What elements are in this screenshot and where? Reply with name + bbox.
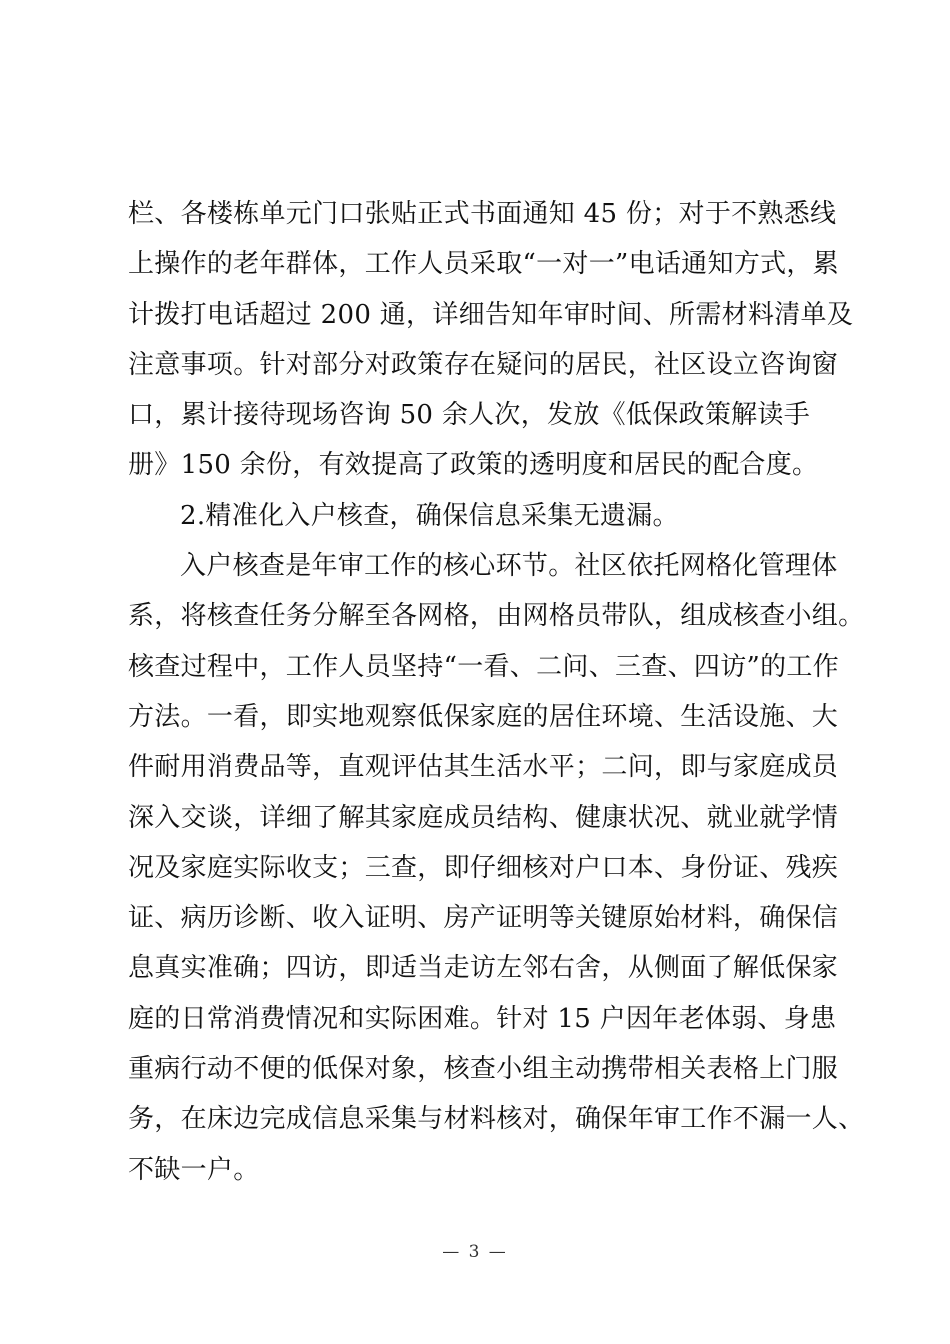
text-line: 注意事项。针对部分对政策存在疑问的居民，社区设立咨询窗 [128,349,839,380]
section-heading: 2.精准化入户核查，确保信息采集无遗漏。 [180,500,679,531]
text-line: 口，累计接待现场咨询 50 余人次，发放《低保政策解读手 [128,400,811,431]
text-line: 重病行动不便的低保对象，核查小组主动携带相关表格上门服 [128,1054,839,1085]
text-line: 庭的日常消费情况和实际困难。针对 15 户因年老体弱、身患 [128,1003,837,1034]
text-line: 栏、各楼栋单元门口张贴正式书面通知 45 份；对于不熟悉线 [128,199,837,229]
text-line: 不缺一户。 [128,1154,260,1185]
text-line: 务，在床边完成信息采集与材料核对，确保年审工作不漏一人、 [128,1104,865,1135]
text-line: 核查过程中，工作人员坚持“一看、二问、三查、四访”的工作 [128,651,839,682]
paragraph-first-line: 入户核查是年审工作的核心环节。社区依托网格化管理体 [180,551,838,582]
text-line: 息真实准确；四访，即适当走访左邻右舍，从侧面了解低保家 [128,953,839,984]
page-number: — 3 — [442,1242,508,1262]
text-line: 况及家庭实际收支；三查，即仔细核对户口本、身份证、残疾 [128,852,839,883]
text-line: 册》150 余份，有效提高了政策的透明度和居民的配合度。 [128,450,819,481]
text-line: 深入交谈，详细了解其家庭成员结构、健康状况、就业就学情 [128,802,839,833]
text-line: 上操作的老年群体，工作人员采取“一对一”电话通知方式，累 [128,249,839,280]
text-line: 件耐用消费品等，直观评估其生活水平；二问，即与家庭成员 [128,752,839,783]
text-line: 证、病历诊断、收入证明、房产证明等关键原始材料，确保信 [128,903,839,934]
document-body [128,189,865,1195]
text-line: 方法。一看，即实地观察低保家庭的居住环境、生活设施、大 [128,701,839,732]
text-line: 系，将核查任务分解至各网格，由网格员带队，组成核查小组。 [128,601,865,632]
text-line: 计拨打电话超过 200 通，详细告知年审时间、所需材料清单及 [128,299,854,330]
